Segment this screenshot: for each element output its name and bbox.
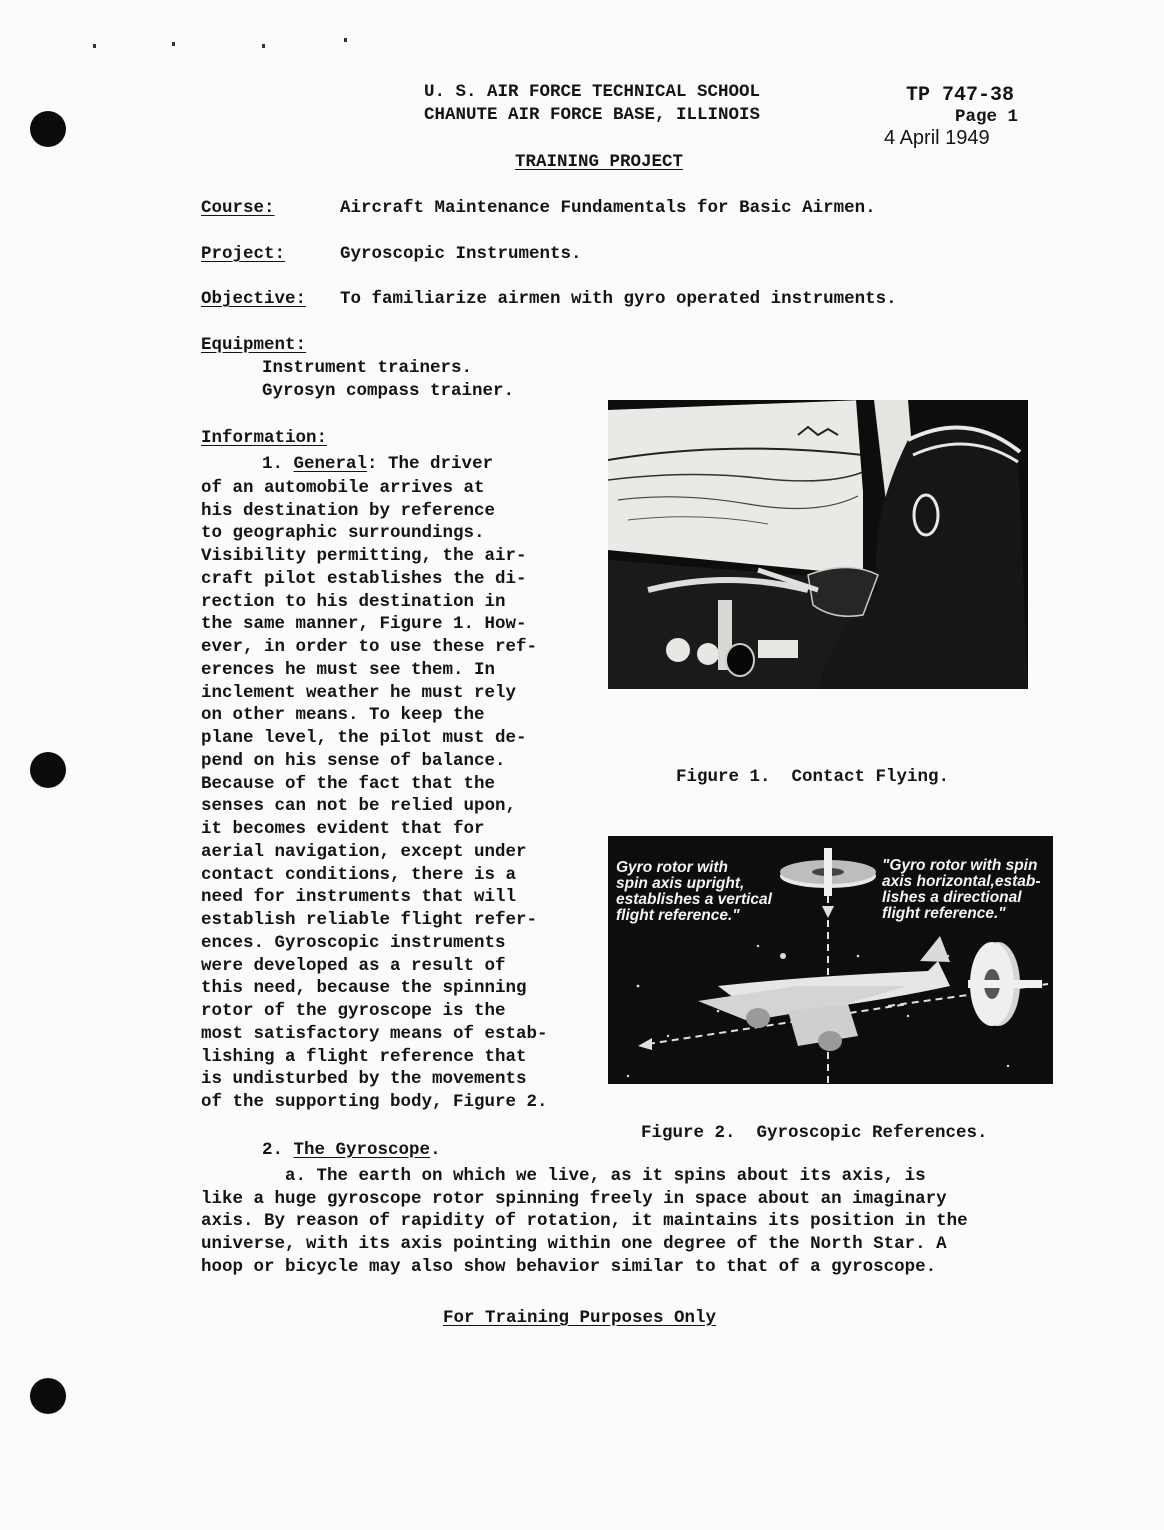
body-line: pend on his sense of balance. [201,750,506,771]
body-line: on other means. To keep the [201,705,485,726]
figure-2-label-left: Gyro rotor with spin axis upright, establishes a vertical flight reference." [616,859,772,924]
body-line: the same manner, Figure 1. How- [201,614,527,635]
binder-hole-top [30,111,66,147]
body-line: ences. Gyroscopic instruments [201,932,506,953]
section-2-heading-end: . [430,1140,441,1160]
document-date: 4 April 1949 [884,127,990,149]
body-line: like a huge gyroscope rotor spinning freely in space about an imaginary [201,1188,947,1209]
body-line: Visibility permitting, the air- [201,546,527,566]
body-line: ever, in order to use these ref- [201,637,538,657]
section-2-heading-line [262,1140,441,1160]
body-line: this need, because the spinning [201,978,527,999]
body-line: most satisfactory means of estab- [201,1023,548,1044]
binder-hole-middle [30,752,66,788]
base-name: CHANUTE AIR FORCE BASE, ILLINOIS [424,105,761,125]
school-name: U. S. AIR FORCE TECHNICAL SCHOOL [424,82,761,102]
body-line: rection to his destination in [201,591,506,612]
course-label: Course: [201,198,275,218]
body-line: contact conditions, there is a [201,864,517,885]
binder-hole-bottom [30,1378,66,1414]
figure-2-caption: Figure 2. Gyroscopic References. [641,1123,988,1143]
section-2-number: 2. [262,1140,284,1160]
equipment-item: Gyrosyn compass trainer. [262,381,515,401]
figure-2-label-right: "Gyro rotor with spin axis horizontal,estab- lishes a directional flight reference." [882,857,1041,922]
section-1-heading: General [293,454,368,474]
scan-speck [344,38,347,42]
body-line: erences he must see them. In [201,659,496,680]
body-line: universe, with its axis pointing within one degree of the North Star. A [201,1234,947,1255]
section-1-first-line [262,454,493,474]
body-line: aerial navigation, except under [201,841,527,862]
section-1-body [201,477,548,1114]
body-line: lishing a flight reference that [201,1046,527,1067]
body-line: plane level, the pilot must de- [201,728,527,748]
scan-speck [172,42,175,46]
course-value: Aircraft Maintenance Fundamentals for Basic Airmen. [340,198,876,218]
page-title: TRAINING PROJECT [515,152,684,172]
project-value: Gyroscopic Instruments. [340,244,582,264]
body-line: to geographic surroundings. [201,523,485,544]
body-line: of the supporting body, Figure 2. [201,1092,548,1112]
body-line: establish reliable flight refer- [201,910,538,930]
body-line: Because of the fact that the [201,773,496,794]
objective-value: To familiarize airmen with gyro operated instruments. [340,289,897,309]
body-line: senses can not be relied upon, [201,796,517,817]
objective-label: Objective: [201,289,307,309]
section-2-body [201,1165,968,1279]
body-line: is undisturbed by the movements [201,1069,527,1090]
body-line: axis. By reason of rapidity of rotation, it maintains its position in the [201,1211,968,1232]
project-label: Project: [201,244,286,264]
footer-note: For Training Purposes Only [443,1308,717,1328]
equipment-item: Instrument trainers. [262,358,473,378]
scan-speck [93,44,96,48]
body-line: his destination by reference [201,500,496,521]
page-number: Page 1 [955,107,1019,127]
figure-2-illustration [608,836,1053,1084]
document-number: TP 747-38 [906,84,1015,107]
equipment-label: Equipment: [201,335,307,355]
section-2-heading: The Gyroscope [293,1140,431,1160]
section-1-first-line-text: : The driver [367,454,494,474]
body-line: need for instruments that will [201,887,517,908]
body-line: it becomes evident that for [201,819,485,839]
information-label: Information: [201,428,328,448]
body-line: hoop or bicycle may also show behavior similar to that of a gyroscope. [201,1256,937,1277]
body-line: rotor of the gyroscope is the [201,1001,506,1021]
figure-1-caption: Figure 1. Contact Flying. [676,767,950,787]
scan-speck [262,44,265,48]
body-line: a. The earth on which we live, as it spins about its axis, is [201,1166,926,1186]
body-line: inclement weather he must rely [201,682,517,703]
body-line: craft pilot establishes the di- [201,568,527,589]
body-line: were developed as a result of [201,955,506,976]
body-line: of an automobile arrives at [201,477,485,498]
figure-1-illustration [608,400,1028,689]
cockpit-illustration [608,400,1028,689]
section-1-number: 1. [262,454,284,474]
